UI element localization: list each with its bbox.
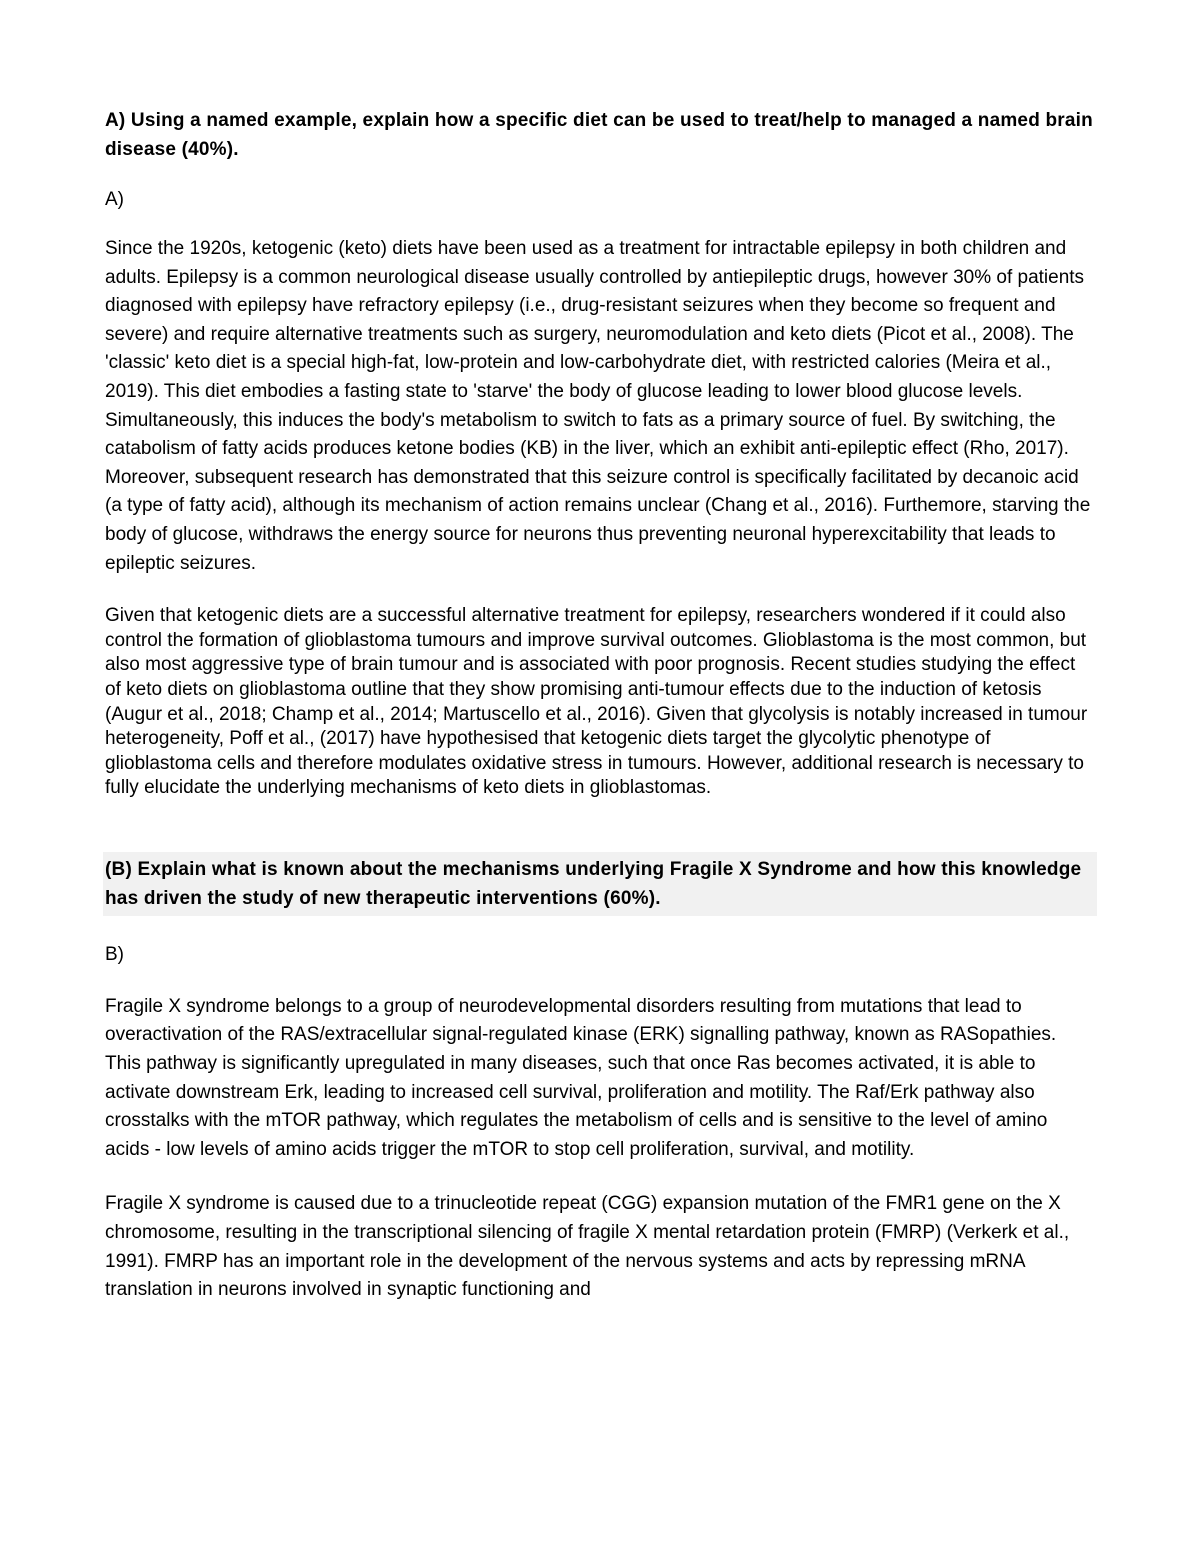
question-a-heading: A) Using a named example, explain how a specific diet can be used to treat/help to managed a named brain disease (40%). [105,110,1093,160]
document-content [105,106,1095,1305]
answer-a-paragraph-2: Given that ketogenic diets are a successful alternative treatment for epilepsy, researchers wondered if it could also control the formation of glioblastoma tumours and improve survival outcomes. Glioblastoma is the most common, but also most aggressive type of brain tumour and is associated with poor prognosis. Recent studies studying the effect of keto diets on glioblastoma outline that they show promising anti-tumour effects due to the induction of ketosis (Augur et al., 2018; Champ et al., 2014; Martuscello et al., 2016). Given that glycolysis is notably increased in tumour heterogeneity, Poff et al., (2017) have hypothesised that ketogenic diets target the glycolytic phenotype of glioblastoma cells and therefore modulates oxidative stress in tumours. However, additional research is necessary to fully elucidate the underlying mechanisms of keto diets in glioblastomas. [105,605,1088,799]
answer-a-paragraph-1: Since the 1920s, ketogenic (keto) diets have been used as a treatment for intractable epilepsy in both children and adults. Epilepsy is a common neurological disease usually controlled by antiepileptic drugs, however 30% of patients diagnosed with epilepsy have refractory epilepsy (i.e., drug-resistant seizures when they become so frequent and severe) and require alternative treatments such as surgery, neuromodulation and keto diets (Picot et al., 2008). The 'classic' keto diet is a special high-fat, low-protein and low-carbohydrate diet, with restricted calories (Meira et al., 2019). This diet embodies a fasting state to 'starve' the body of glucose leading to lower blood glucose levels. Simultaneously, this induces the body's metabolism to switch to fats as a primary source of fuel. By switching, the catabolism of fatty acids produces ketone bodies (KB) in the liver, which an exhibit anti-epileptic effect (Rho, 2017). Moreover, subsequent research has demonstrated that this seizure control is specifically facilitated by decanoic acid (a type of fatty acid), although its mechanism of action remains unclear (Chang et al., 2016). Furthemore, starving the body of glucose, withdraws the energy source for neurons thus preventing neuronal hyperexcitability that leads to epileptic seizures. [105,238,1091,574]
answer-a-label: A) [105,189,124,210]
answer-b-paragraph-2: Fragile X syndrome is caused due to a trinucleotide repeat (CGG) expansion mutation of the FMR1 gene on the X chromosome, resulting in the transcriptional silencing of fragile X mental retardation protein (FMRP) (Verkerk et al., 1991). FMRP has an important role in the development of the nervous systems and acts by repressing mRNA translation in neurons involved in synaptic functioning and [105,1193,1070,1301]
answer-b-paragraph-1: Fragile X syndrome belongs to a group of neurodevelopmental disorders resulting from mutations that lead to overactivation of the RAS/extracellular signal-regulated kinase (ERK) signalling pathway, known as RASopathies. This pathway is significantly upregulated in many diseases, such that once Ras becomes activated, it is able to activate downstream Erk, leading to increased cell survival, proliferation and motility. The Raf/Erk pathway also crosstalks with the mTOR pathway, which regulates the metabolism of cells and is sensitive to the level of amino acids - low levels of amino acids trigger the mTOR to stop cell proliferation, survival, and motility. [105,995,1057,1160]
answer-b-label: B) [105,943,124,965]
question-b-heading: (B) Explain what is known about the mechanisms underlying Fragile X Syndrome and how this knowledge has driven the study of new therapeutic interventions (60%). [103,852,1097,916]
